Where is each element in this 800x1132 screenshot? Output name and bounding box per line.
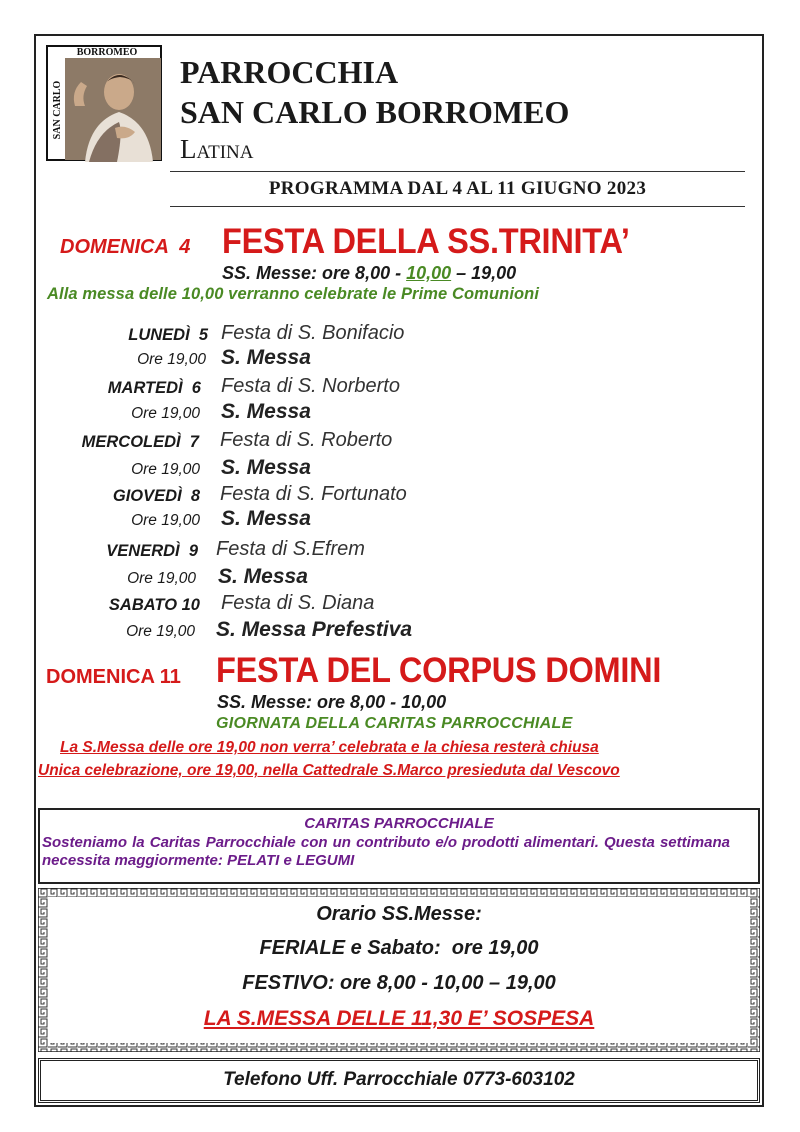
sunday4-title: FESTA DELLA SS.TRINITA’ — [222, 222, 630, 261]
parish-city: Latina — [180, 134, 254, 164]
program-dates: PROGRAMMA DAL 4 AL 11 GIUGNO 2023 — [268, 178, 647, 199]
sunday11-notice1: La S.Messa delle ore 19,00 non verra’ celebrata e la chiesa resterà chiusa — [60, 739, 599, 756]
parish-title-line1: PARROCCHIA — [180, 54, 399, 90]
orario-feriale: FERIALE e Sabato: ore 19,00 — [259, 937, 539, 959]
parish-title-line2: SAN CARLO BORROMEO — [180, 94, 570, 130]
weekday-feast: Festa di S.Efrem — [216, 538, 365, 560]
telephone-number: Telefono Uff. Parrocchiale 0773-603102 — [223, 1069, 575, 1090]
weekday-feast: Festa di S. Fortunato — [220, 483, 407, 505]
weekday-time: Ore 19,00 — [127, 570, 196, 587]
weekday-feast: Festa di S. Diana — [221, 592, 375, 614]
weekday-time: Ore 19,00 — [131, 405, 200, 422]
logo-text-top: BORROMEO — [76, 47, 138, 58]
weekday-feast: Festa di S. Roberto — [220, 429, 393, 451]
header-rule-bottom — [170, 206, 745, 207]
sunday4-note: Alla messa delle 10,00 verranno celebrate le Prime Comunioni — [47, 285, 540, 303]
weekday-time: Ore 19,00 — [126, 623, 195, 640]
header-rule-top — [170, 171, 745, 172]
caritas-title: CARITAS PARROCCHIALE — [304, 815, 494, 832]
sunday4-masses-suffix: – 19,00 — [451, 263, 517, 283]
weekday-label: SABATO 10 — [108, 596, 200, 614]
weekday-mass: S. Messa — [221, 456, 311, 479]
sunday4-masses — [222, 263, 516, 284]
weekday-label: LUNEDÌ 5 — [128, 326, 208, 344]
sunday11-giornata: GIORNATA DELLA CARITAS PARROCCHIALE — [216, 715, 573, 732]
weekday-feast: Festa di S. Norberto — [221, 375, 400, 397]
weekday-time: Ore 19,00 — [131, 512, 200, 529]
weekday-label: GIOVEDÌ 8 — [112, 487, 200, 505]
weekday-mass: S. Messa — [221, 507, 311, 530]
sunday11-title: FESTA DEL CORPUS DOMINI — [216, 651, 662, 690]
weekday-label: MARTEDÌ 6 — [107, 379, 201, 397]
sunday4-masses-prefix: SS. Messe: ore 8,00 - — [222, 263, 407, 283]
sunday11-day: DOMENICA 11 — [46, 666, 181, 688]
weekday-mass: S. Messa — [218, 565, 308, 588]
weekday-feast: Festa di S. Bonifacio — [221, 322, 405, 344]
logo-text-side: SAN CARLO — [52, 80, 63, 140]
weekday-mass: S. Messa — [221, 400, 311, 423]
weekday-time: Ore 19,00 — [137, 351, 206, 368]
sunday11-notice2: Unica celebrazione, ore 19,00, nella Cattedrale S.Marco presieduta dal Vescovo — [38, 762, 620, 779]
weekday-mass: S. Messa Prefestiva — [216, 618, 413, 641]
weekday-mass: S. Messa — [221, 346, 311, 369]
orario-sospesa: LA S.MESSA DELLE 11,30 E’ SOSPESA — [203, 1007, 595, 1030]
weekday-time: Ore 19,00 — [131, 461, 200, 478]
caritas-text: Sosteniamo la Caritas Parrocchiale con un contributo e/o prodotti alimentari. Questa settimana necessita maggiormente: PELATI e LEGUMI — [42, 834, 730, 869]
orario-festivo: FESTIVO: ore 8,00 - 10,00 – 19,00 — [242, 972, 556, 994]
saint-portrait-logo — [45, 44, 163, 162]
sunday4-masses-highlight: 10,00 — [406, 263, 452, 283]
orario-title: Orario SS.Messe: — [316, 903, 482, 925]
weekday-label: VENERDÌ 9 — [106, 542, 198, 560]
sunday4-day: DOMENICA 4 — [60, 236, 191, 258]
weekday-label: MERCOLEDÌ 7 — [81, 433, 199, 451]
sunday11-masses: SS. Messe: ore 8,00 - 10,00 — [217, 692, 447, 712]
